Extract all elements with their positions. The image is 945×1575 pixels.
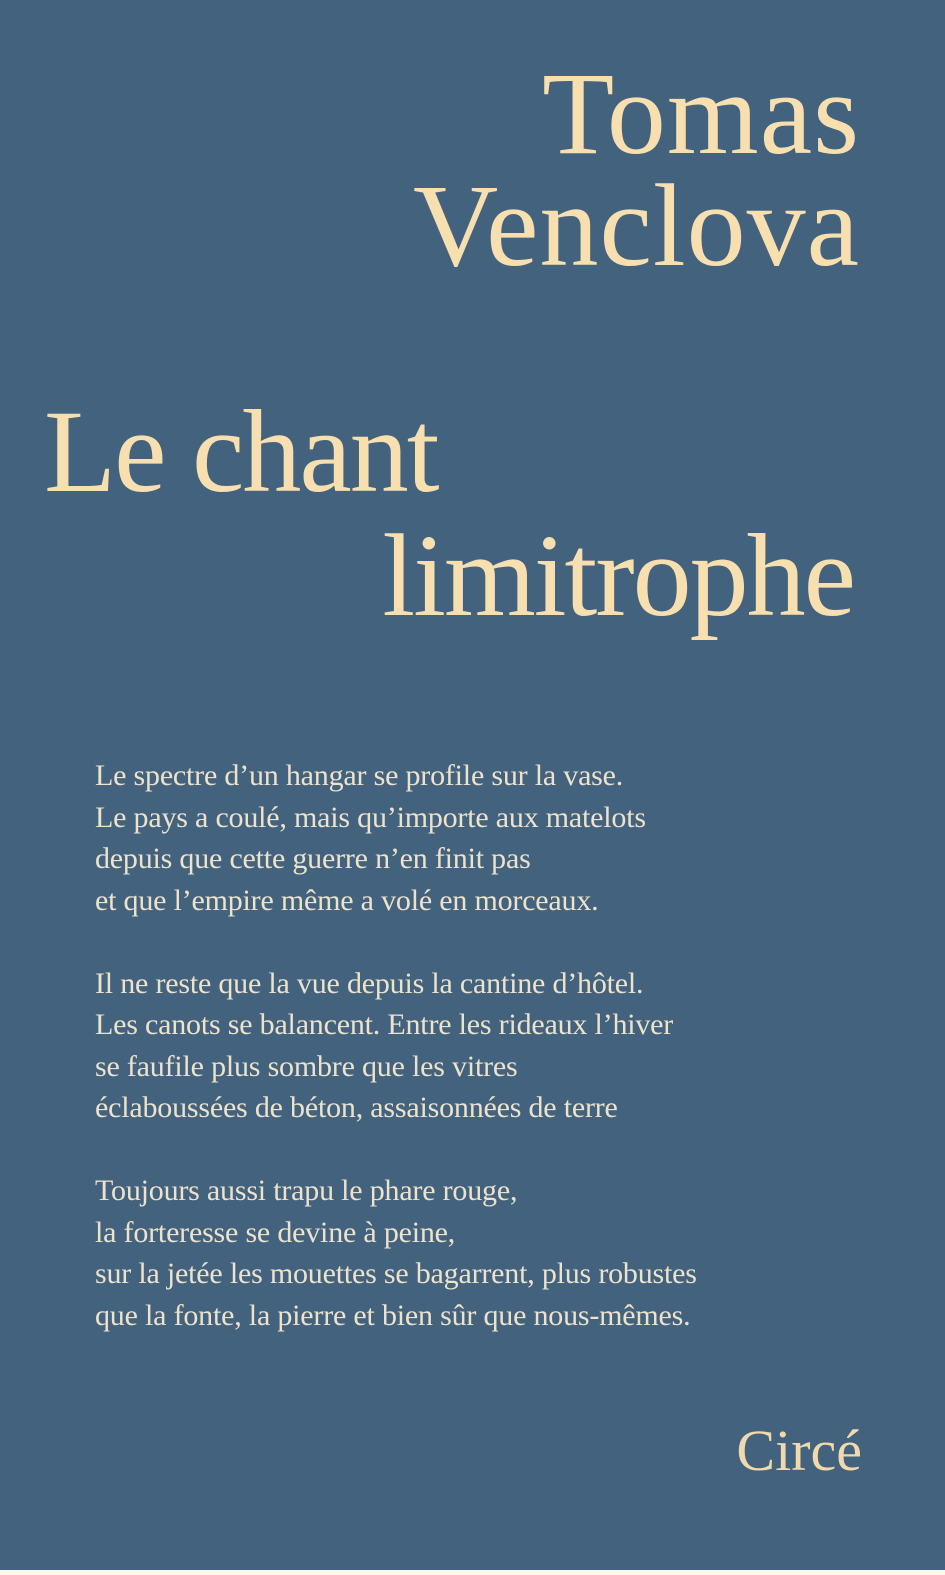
verse-line: la forteresse se devine à peine, [95, 1215, 456, 1249]
verse-line: Toujours aussi trapu le phare rouge, [95, 1174, 518, 1207]
book-title [44, 386, 864, 641]
author-first-name: Tomas [542, 48, 860, 179]
verse-line: Le spectre d’un hangar se profile sur la vase. [95, 759, 624, 792]
poem-stanza-2 [95, 963, 895, 1129]
verse-line: et que l’empire même a volé en morceaux. [95, 883, 599, 917]
verse-line: Il ne reste que la vue depuis la cantine d’hôtel. [95, 966, 644, 1000]
author-last-name: Venclova [412, 160, 860, 291]
verse-line: Le pays a coulé, mais qu’importe aux matelots [95, 800, 646, 834]
verse-line: Les canots se balancent. Entre les rideaux l’hiver [95, 1008, 674, 1041]
title-line-2: limitrophe [382, 510, 854, 641]
author-name [412, 48, 860, 291]
poem-stanza-1 [95, 755, 895, 921]
poem-excerpt [95, 755, 895, 1378]
publisher-logo: Circé [736, 1418, 862, 1483]
verse-line: se faufile plus sombre que les vitres [95, 1049, 518, 1083]
verse-line: depuis que cette guerre n’en finit pas [95, 842, 531, 875]
verse-line: sur la jetée les mouettes se bagarrent, plus robustes [95, 1257, 697, 1290]
poem-stanza-3 [95, 1170, 895, 1336]
verse-line: que la fonte, la pierre et bien sûr que nous-mêmes. [95, 1298, 691, 1332]
verse-line: éclaboussées de béton, assaisonnées de terre [95, 1091, 618, 1124]
title-line-1: Le chant [44, 386, 438, 517]
